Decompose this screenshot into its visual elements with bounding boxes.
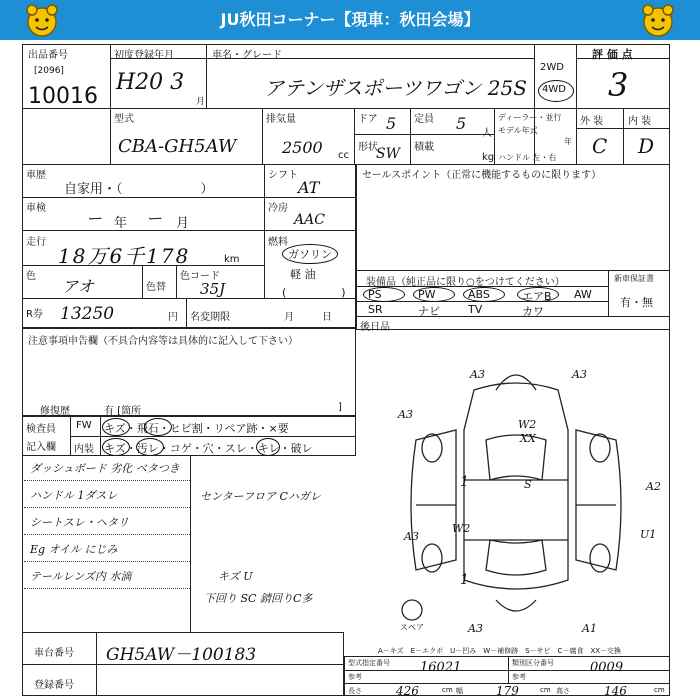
displacement-label: 排気量 — [266, 114, 296, 125]
inspector-note: シートスレ・ヘタリ — [30, 516, 129, 529]
damage-mark: S — [524, 478, 532, 491]
handle-label: ハンドル 左・右 — [498, 153, 557, 162]
yen-unit: 円 — [168, 312, 178, 323]
note-line — [24, 561, 190, 562]
shift-value: AT — [298, 178, 320, 197]
divider — [206, 44, 207, 108]
equipment-item: TV — [468, 303, 483, 316]
usage-label: 車歴 — [26, 170, 46, 181]
category-ref: 参考 — [512, 673, 526, 681]
equipment-circle-mark — [463, 287, 505, 302]
color-code-value: 35J — [200, 280, 226, 298]
mileage-value: 18万6千178 — [58, 244, 191, 268]
inspector-note: センターフロア Cハガレ — [200, 490, 321, 503]
damage-mark: A1 — [582, 622, 597, 635]
divider — [534, 44, 535, 164]
type-code-value: CBA-GH5AW — [118, 136, 237, 157]
check-circle-mark — [102, 438, 130, 456]
year-unit: 年 — [564, 137, 572, 146]
model-name-label: 車名・グレード — [212, 50, 282, 61]
kg-unit: kg — [482, 152, 495, 163]
damage-mark: 1 — [460, 474, 469, 490]
inspector-note: ハンドル 1ダスレ — [30, 489, 118, 502]
interior-grade-value: D — [638, 134, 655, 158]
equipment-item: ABS — [468, 288, 490, 301]
cm-unit: cm — [442, 686, 453, 694]
category-value: 0009 — [590, 660, 624, 675]
mascot-icon — [24, 2, 60, 38]
divider — [70, 436, 356, 437]
repair-label: 修復歴 — [40, 406, 70, 417]
inspector-note: テールレンズ内 水滴 — [30, 570, 132, 583]
load-label: 積載 — [414, 142, 434, 153]
drive-label: 2WD — [540, 62, 564, 73]
fw-checks: キズ・飛石・ヒビ割・リペア跡・×要 — [104, 422, 289, 435]
lot-number-label: 出品番号 — [28, 50, 68, 61]
spare-label: スペア — [400, 623, 424, 632]
repair-status: 有 [箇所 — [104, 406, 142, 417]
first-registration-label: 初度登録年月 — [114, 50, 174, 61]
color-code-label: 色コード — [180, 271, 220, 282]
length-label: 長さ — [348, 687, 362, 695]
exterior-grade-value: C — [592, 134, 608, 158]
shift-label: シフト — [268, 170, 298, 181]
lot-sub-number: [2096] — [34, 66, 64, 76]
first-registration-month-unit: 月 — [196, 97, 206, 107]
fuel-diesel: 軽 油 — [290, 268, 316, 281]
check-circle-mark — [256, 438, 280, 456]
height-value: 146 — [604, 684, 627, 698]
score-label: 評 価 点 — [592, 48, 633, 61]
damage-mark: XX — [520, 432, 536, 445]
usage-value: 自家用・（ ） — [64, 182, 214, 197]
equipment-circle-mark — [363, 287, 405, 302]
interior-label: 内 装 — [628, 116, 652, 127]
inspection-label: 車検 — [26, 203, 46, 214]
damage-mark: W2 — [518, 418, 537, 431]
interior-short-label: 内装 — [74, 444, 94, 455]
equipment-item: PW — [418, 288, 436, 301]
score-value: 3 — [608, 66, 629, 104]
inspector-note: ダッシュボード 劣化 ベタつき — [30, 462, 180, 475]
equipment-item: カワ — [522, 305, 544, 318]
car-damage-diagram — [356, 360, 670, 640]
inspector-note: 下回り SC 錆回りC多 — [204, 592, 313, 605]
shape-label: 形状 — [358, 142, 378, 153]
fuel-label: 燃料 — [268, 237, 288, 248]
r-tax-value: 13250 — [60, 304, 115, 324]
chassis-label: 車台番号 — [34, 648, 74, 659]
equipment-item: AW — [574, 288, 592, 301]
divider — [508, 656, 509, 683]
lot-number: 10016 — [28, 84, 98, 109]
divider — [494, 108, 495, 164]
chassis-number-value: GH5AW－100183 — [106, 645, 257, 665]
length-value: 426 — [396, 684, 419, 698]
damage-mark: 1 — [460, 572, 469, 588]
name-change-label: 名変期限 — [190, 312, 230, 323]
divider — [410, 108, 411, 164]
equipment-item: SR — [368, 303, 383, 316]
doors-label: ドア — [358, 114, 378, 125]
inspection-month-unit: 月 — [176, 216, 190, 231]
r-tax-label: R券 — [26, 309, 43, 320]
inspector-note: キズ U — [218, 570, 253, 583]
banner-title: JU秋田コーナー【現車：秋田会場】 — [220, 10, 480, 29]
warranty-value: 有・無 — [620, 296, 653, 309]
divider — [22, 108, 670, 109]
name-change-month: 月 — [284, 312, 294, 323]
width-value: 179 — [496, 684, 519, 698]
type-cert-value: 16021 — [420, 660, 462, 675]
registration-label: 登録番号 — [34, 680, 74, 691]
note-line — [24, 588, 190, 589]
mascot-icon — [640, 2, 676, 38]
equipment-circle-mark — [517, 287, 559, 302]
note-line — [24, 507, 190, 508]
shape-value: SW — [376, 146, 400, 162]
mileage-label: 走行 — [26, 237, 46, 248]
fw-label: FW — [76, 420, 92, 431]
type-cert-label: 型式指定番号 — [348, 659, 390, 667]
equipment-item: エアB — [522, 290, 552, 303]
aircon-label: 冷房 — [268, 203, 288, 214]
divider — [110, 44, 111, 108]
divider — [264, 164, 265, 298]
type-cert-ref: 参考 — [348, 673, 362, 681]
damage-mark: U1 — [640, 528, 657, 541]
divider — [186, 298, 187, 328]
height-label: 高さ — [556, 687, 570, 695]
aircon-value: AAC — [294, 212, 325, 228]
damage-mark: A2 — [646, 480, 661, 493]
note-line — [24, 480, 190, 481]
divider — [354, 134, 494, 135]
equipment-label: 装備品（純正品に限り○をつけてください） — [366, 277, 565, 288]
model-name-value: アテンザスポーツワゴン 25S — [264, 76, 527, 100]
divider — [356, 316, 670, 317]
exterior-label: 外 装 — [580, 116, 604, 127]
damage-mark: W2 — [452, 522, 471, 535]
drive-value: 4WD — [542, 84, 566, 95]
damage-mark: A3 — [404, 530, 419, 543]
category-label: 類別区分番号 — [512, 659, 554, 667]
selling-point-label: セールスポイント（正常に機能するものに限ります） — [362, 170, 602, 181]
damage-mark: A3 — [468, 622, 483, 635]
divider — [110, 108, 111, 164]
capacity-value: 5 — [456, 114, 467, 133]
divider — [356, 270, 670, 271]
check-circle-mark — [136, 438, 164, 456]
check-circle-mark — [144, 418, 172, 436]
cm-unit: cm — [654, 686, 665, 694]
divider — [176, 265, 177, 298]
name-change-day: 日 — [322, 312, 332, 323]
fuel-gasoline: ガソリン — [288, 248, 332, 261]
color-value: アオ — [62, 277, 94, 296]
inspection-year-unit: 年 — [114, 216, 128, 231]
dealer-label: ディーラー・並行 — [498, 113, 562, 122]
color-change-label: 色替 — [146, 282, 166, 293]
divider — [190, 456, 191, 632]
damage-mark: A3 — [572, 368, 587, 381]
divider — [262, 108, 263, 164]
notes-label: 注意事項申告欄（不具合内容等は具体的に記入して下さい） — [28, 336, 298, 347]
warranty-label: 新車保証書 — [614, 274, 654, 283]
fuel-bracket: ( ) — [282, 286, 346, 299]
damage-mark: A3 — [398, 408, 413, 421]
cm-unit: cm — [540, 686, 551, 694]
divider — [608, 270, 609, 316]
divider — [623, 108, 624, 164]
equipment-circle-mark — [413, 287, 455, 302]
note-line — [24, 534, 190, 535]
divider — [22, 197, 356, 198]
inspector-label: 検査員 — [26, 424, 56, 435]
displacement-value: 2500 — [282, 138, 323, 157]
person-unit: 人 — [482, 128, 492, 139]
km-unit: km — [224, 254, 240, 265]
inspection-dash: ー — [146, 209, 163, 228]
check-circle-mark — [102, 418, 130, 436]
aftermarket-label: 後日品 — [360, 322, 390, 333]
equipment-item: ナビ — [418, 305, 440, 318]
inspection-dash: ー — [86, 209, 103, 228]
interior-checks: キズ・汚レ・コゲ・穴・スレ・キレ・破レ — [104, 442, 313, 455]
entry-label: 記入欄 — [26, 442, 56, 453]
equipment-item: PS — [368, 288, 382, 301]
divider — [142, 265, 143, 298]
type-label: 型式 — [114, 114, 134, 125]
inspector-note: Eg オイル にじみ — [30, 543, 118, 556]
repair-end: ] — [338, 402, 342, 413]
width-label: 幅 — [456, 687, 463, 695]
damage-mark: A3 — [470, 368, 485, 381]
cc-unit: cc — [338, 150, 349, 161]
damage-legend: A－キズ E－エクボ U－凹み W－補修跡 S－サビ C－腐食 XX－交換 — [378, 647, 622, 655]
divider — [576, 44, 577, 164]
divider — [354, 108, 355, 164]
first-registration-value: H20 3 — [116, 70, 185, 95]
capacity-label: 定員 — [414, 114, 434, 125]
color-label: 色 — [26, 271, 36, 282]
doors-value: 5 — [386, 114, 397, 133]
model-year-label: モデル年式 — [498, 126, 538, 135]
